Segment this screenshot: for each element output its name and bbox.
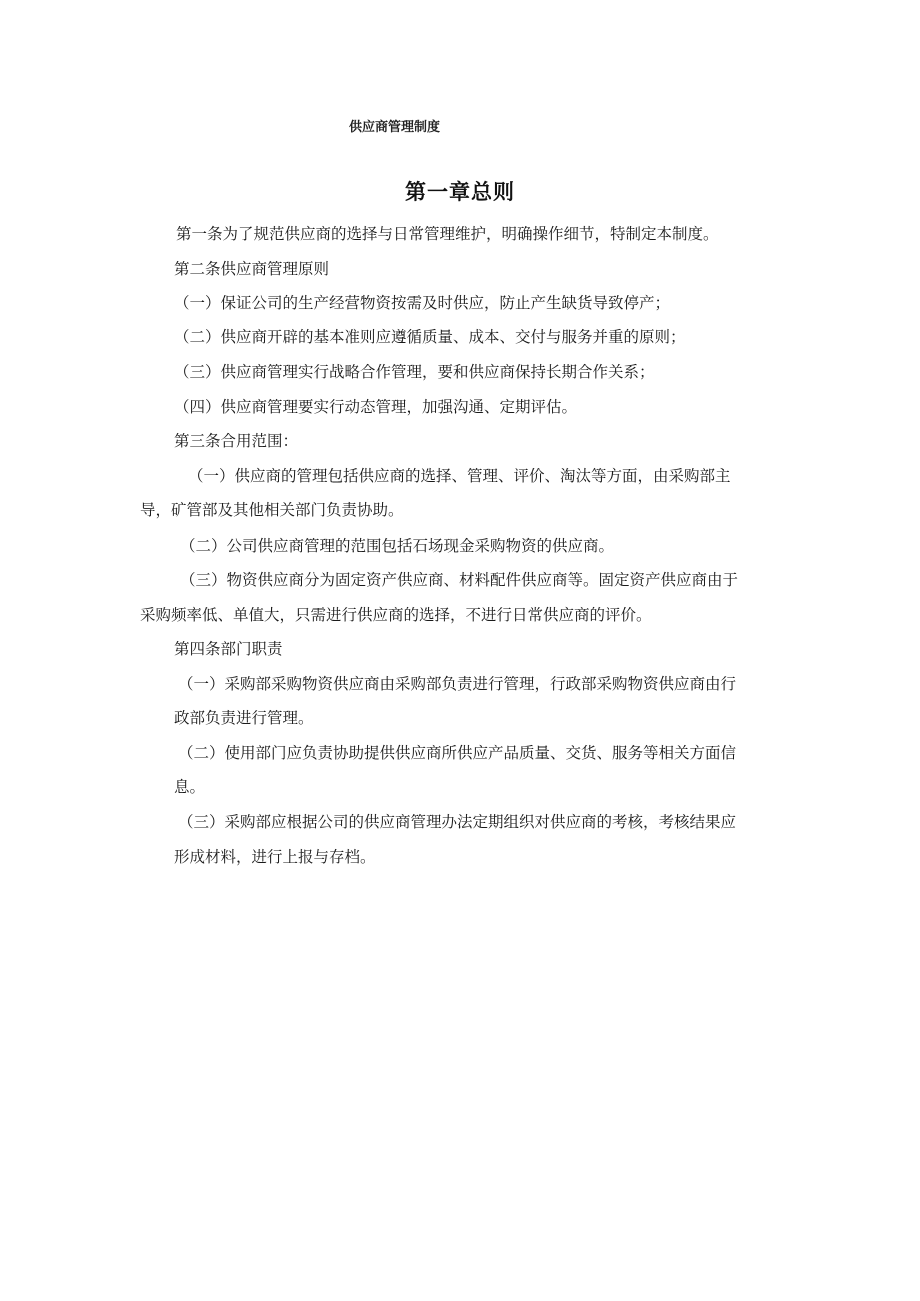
article-3-item-3-line-2: 采购频率低、单值大，只需进行供应商的选择，不进行日常供应商的评价。 (140, 606, 652, 624)
article-3-item-1-line-1: （一）供应商的管理包括供应商的选择、管理、评价、淘汰等方面，由采购部主 (188, 467, 731, 485)
article-3-item-2: （二）公司供应商管理的范围包括石场现金采购物资的供应商。 (180, 537, 615, 555)
article-3-item-1-line-2: 导，矿管部及其他相关部门负责协助。 (140, 501, 404, 519)
article-3-heading: 第三条合用范围： (174, 432, 299, 450)
article-4-item-1-line-1: （一）采购部采购物资供应商由采购部负责进行管理，行政部采购物资供应商由行 (178, 675, 737, 693)
article-4-item-1-line-2: 政部负责进行管理。 (174, 709, 314, 727)
article-4-item-3-line-1: （三）采购部应根据公司的供应商管理办法定期组织对供应商的考核，考核结果应 (178, 813, 737, 831)
chapter-title: 第一章总则 (405, 180, 515, 204)
header-title: 供应商管理制度 (349, 120, 441, 135)
article-2-heading: 第二条供应商管理原则 (174, 260, 330, 278)
article-3-item-3-line-1: （三）物资供应商分为固定资产供应商、材料配件供应商等。固定资产供应商由于 (180, 571, 739, 589)
article-2-item-3: （三）供应商管理实行战略合作管理，要和供应商保持长期合作关系； (174, 363, 655, 381)
article-2-item-2: （二）供应商开辟的基本准则应遵循质量、成本、交付与服务并重的原则； (174, 328, 686, 346)
article-4-item-2-line-2: 息。 (174, 778, 206, 796)
article-1: 第一条为了规范供应商的选择与日常管理维护，明确操作细节，特制定本制度。 (176, 225, 719, 243)
article-2-item-4: （四）供应商管理要实行动态管理，加强沟通、定期评估。 (174, 398, 578, 416)
article-4-item-3-line-2: 形成材料，进行上报与存档。 (174, 848, 376, 866)
article-4-heading: 第四条部门职责 (174, 640, 283, 658)
article-4-item-2-line-1: （二）使用部门应负责协助提供供应商所供应产品质量、交货、服务等相关方面信 (178, 744, 737, 762)
article-2-item-1: （一）保证公司的生产经营物资按需及时供应，防止产生缺货导致停产； (174, 294, 671, 312)
